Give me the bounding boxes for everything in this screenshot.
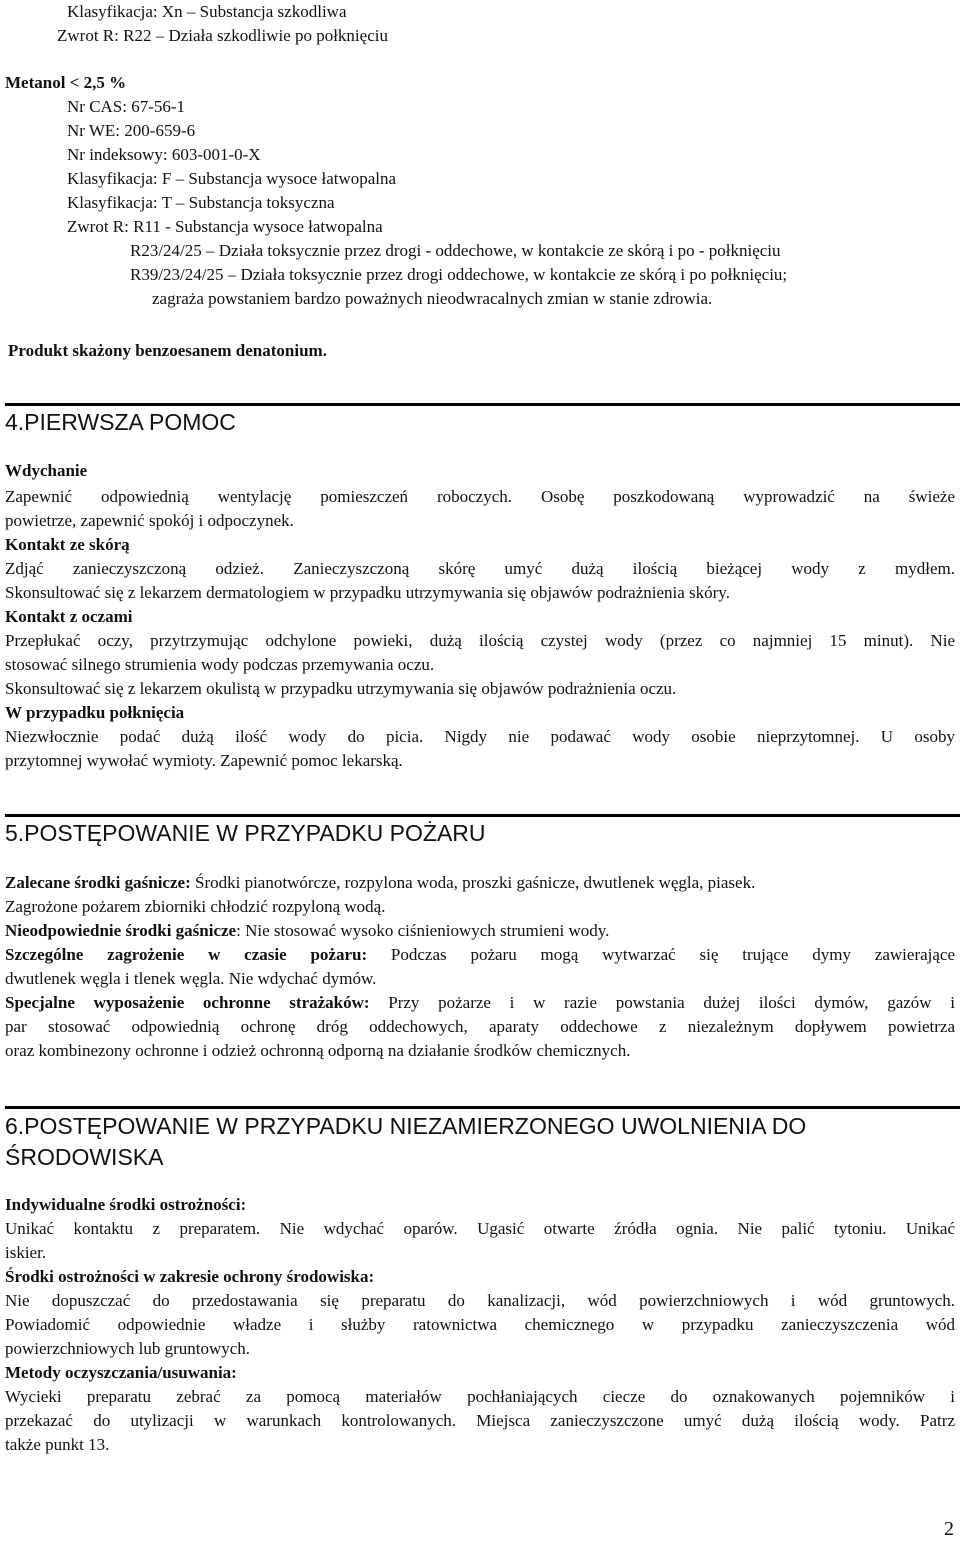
r-phrase-r11: Zwrot R: R11 - Substancja wysoce łatwopalna [67,217,383,236]
skin-contact-heading: Kontakt ze skórą [5,535,130,554]
special-hazard [5,944,955,966]
section-divider [5,403,960,406]
environmental-precautions-text-cont2: powierzchniowych lub gruntowych. [5,1339,251,1358]
unsuitable-media-label: Nieodpowiednie środki gaśnicze [5,921,237,940]
metanol-title: Metanol < 2,5 % [5,73,127,92]
unsuitable-media-text: : Nie stosować wysoko ciśnieniowych strumieni wody. [236,921,610,940]
extinguishing-media [5,872,755,894]
personal-precautions-text-cont: iskier. [5,1243,47,1262]
r-phrase-line: Zwrot R: R22 – Działa szkodliwie po połknięciu [57,26,388,45]
inhalation-text-cont: powietrze, zapewnić spokój i odpoczynek. [5,511,294,530]
eye-contact-text-cont: stosować silnego strumienia wody podczas przemywania oczu. [5,655,435,674]
classification-t: Klasyfikacja: T – Substancja toksyczna [67,193,335,212]
section-6-title: 6.POSTĘPOWANIE W PRZYPADKU NIEZAMIERZONEGO UWOLNIENIA DO [5,1113,807,1139]
section-divider [5,1106,960,1109]
eye-contact-text-cont2: Skonsultować się z lekarzem okulistą w przypadku utrzymywania się objawów podrażnienia oczu. [5,679,677,698]
firefighter-equipment-label: Specjalne wyposażenie ochronne strażaków: [5,993,370,1012]
firefighter-equipment-cont: par stosować odpowiednią ochronę dróg oddechowych, aparaty oddechowe z niezależnym dopływem powietrza [5,1017,955,1036]
firefighter-equipment-cont2: oraz kombinezony ochronne i odzież ochronną odporną na działanie środków chemicznych. [5,1041,631,1060]
environmental-precautions-text-cont: Powiadomić odpowiednie władze i służby ratownictwa chemicznego w przypadku zanieczyszczenia wód [5,1315,955,1334]
inhalation-text: Zapewnić odpowiednią wentylację pomieszczeń roboczych. Osobę poszkodowaną wyprowadzić na świeże [5,487,955,506]
product-note: Produkt skażony benzoesanem denatonium. [8,341,327,360]
personal-precautions-heading: Indywidualne środki ostrożności: [5,1195,247,1214]
page-number: 2 [944,1518,954,1540]
we-number: Nr WE: 200-659-6 [67,121,196,140]
environmental-precautions-heading: Środki ostrożności w zakresie ochrony środowiska: [5,1267,375,1286]
ingestion-text-cont: przytomnej wywołać wymioty. Zapewnić pomoc lekarską. [5,751,403,770]
cleanup-methods-text: Wycieki preparatu zebrać za pomocą materiałów pochłaniających ciecze do oznakowanych pojemników i [5,1387,955,1406]
r-phrase-r23: R23/24/25 – Działa toksycznie przez drogi - oddechowe, w kontakcie ze skórą i po - połknięciu [130,241,781,260]
unsuitable-media [5,920,609,942]
eye-contact-heading: Kontakt z oczami [5,607,133,626]
special-hazard-text: Podczas pożaru mogą wytwarzać się trujące dymy zawierające [367,945,956,964]
cleanup-methods-heading: Metody oczyszczania/usuwania: [5,1363,237,1382]
skin-contact-text-cont: Skonsultować się z lekarzem dermatologiem w przypadku utrzymywania się objawów podrażnienia skóry. [5,583,730,602]
index-number: Nr indeksowy: 603-001-0-X [67,145,261,164]
r-phrase-r39: R39/23/24/25 – Działa toksycznie przez drogi oddechowe, w kontakcie ze skórą i po połknięciu; [130,265,788,284]
section-4-title: 4.PIERWSZA POMOC [5,409,236,435]
classification-line: Klasyfikacja: Xn – Substancja szkodliwa [67,2,347,21]
section-divider [5,814,960,817]
inhalation-heading: Wdychanie [5,461,88,480]
special-hazard-cont: dwutlenek węgla i tlenek węgla. Nie wdychać dymów. [5,969,377,988]
skin-contact-text: Zdjąć zanieczyszczoną odzież. Zanieczyszczoną skórę umyć dużą ilością bieżącej wody z mydłem. [5,559,955,578]
ingestion-text: Niezwłocznie podać dużą ilość wody do picia. Nigdy nie podawać wody osobie nieprzytomnej. U osoby [5,727,955,746]
special-hazard-label: Szczególne zagrożenie w czasie pożaru: [5,945,368,964]
personal-precautions-text: Unikać kontaktu z preparatem. Nie wdychać oparów. Ugasić otwarte źródła ognia. Nie palić tytoniu. Unikać [5,1219,955,1238]
classification-f: Klasyfikacja: F – Substancja wysoce łatwopalna [67,169,397,188]
firefighter-equipment [5,992,955,1014]
cleanup-methods-text-cont: przekazać do utylizacji w warunkach kontrolowanych. Miejsca zanieczyszczone umyć dużą ilością wody. Patrz [5,1411,955,1430]
r-phrase-r39-cont: zagraża powstaniem bardzo poważnych nieodwracalnych zmian w stanie zdrowia. [152,289,713,308]
ingestion-heading: W przypadku połknięcia [5,703,185,722]
cleanup-methods-text-cont2: także punkt 13. [5,1435,110,1454]
firefighter-equipment-text: Przy pożarze i w razie powstania dużej ilości dymów, gazów i [369,993,956,1012]
extinguishing-media-cont: Zagrożone pożarem zbiorniki chłodzić rozpyloną wodą. [5,897,386,916]
section-5-title: 5.POSTĘPOWANIE W PRZYPADKU POŻARU [5,820,486,846]
extinguishing-media-label: Zalecane środki gaśnicze: [5,873,191,892]
cas-number: Nr CAS: 67-56-1 [67,97,186,116]
section-6-title-cont: ŚRODOWISKA [5,1144,164,1170]
extinguishing-media-text: Środki pianotwórcze, rozpylona woda, proszki gaśnicze, dwutlenek węgla, piasek. [190,873,756,892]
eye-contact-text: Przepłukać oczy, przytrzymując odchylone powieki, dużą ilością czystej wody (przez co najmniej 15 minut). Nie [5,631,955,650]
environmental-precautions-text: Nie dopuszczać do przedostawania się preparatu do kanalizacji, wód powierzchniowych i wód gruntowych. [5,1291,955,1310]
